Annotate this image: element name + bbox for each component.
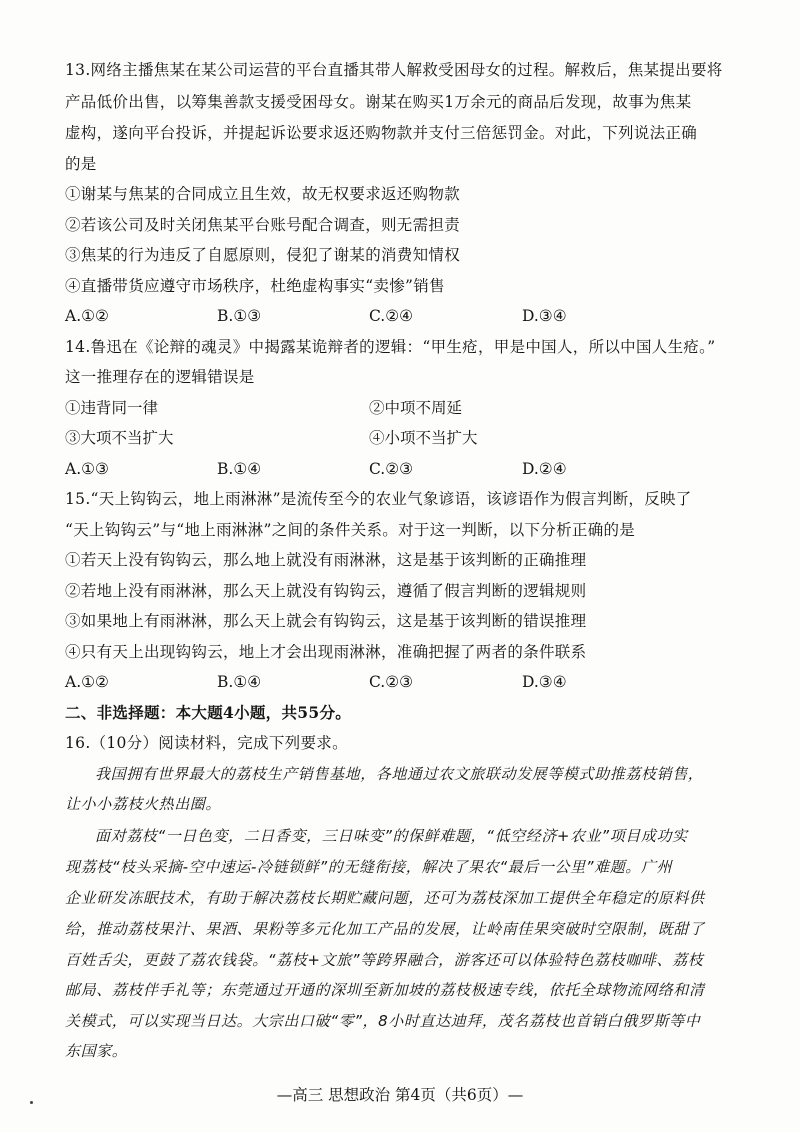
q13-options — [65, 305, 725, 327]
q15-option-d: D.③④ — [522, 673, 567, 691]
q14-statement-1: ①违背同一律 — [65, 399, 159, 417]
q14-statement-4: ④小项不当扩大 — [369, 429, 478, 447]
q13-statement-3: ③焦某的行为违反了自愿原则，侵犯了谢某的消费知情权 — [65, 246, 461, 264]
scan-speck — [30, 1101, 33, 1104]
q15-statement-4: ④只有天上出现钩钩云，地上才会出现雨淋淋，准确把握了两者的条件联系 — [65, 643, 587, 661]
q14-stem-line-1: 14.鲁迅在《论辩的魂灵》中揭露某诡辩者的逻辑：“甲生疮，甲是中国人，所以中国人生疮。” — [65, 338, 716, 356]
q16-stem: 16.（10分）阅读材料，完成下列要求。 — [65, 734, 348, 752]
q13-stem-line-4: 的是 — [65, 155, 97, 173]
q15-option-c: C.②③ — [369, 673, 414, 691]
q14-option-b: B.①④ — [217, 460, 262, 478]
q13-statement-2: ②若该公司及时关闭焦某平台账号配合调查，则无需担责 — [65, 216, 461, 234]
q16-material-line-6: 给，推动荔枝果汁、果酒、果粉等多元化加工产品的发展，让岭南佳果突破时空限制，既甜了 — [65, 920, 705, 938]
q13-statement-1: ①谢某与焦某的合同成立且生效，故无权要求返还购物款 — [65, 185, 461, 203]
q14-option-c: C.②③ — [369, 460, 414, 478]
q14-stem-line-2: 这一推理存在的逻辑错误是 — [65, 368, 255, 386]
q16-material-line-9: 关模式，可以实现当日达。大宗出口破“零”，8小时直达迪拜，茂名荔枝也首销白俄罗斯等中 — [65, 1012, 701, 1030]
q15-option-a: A.①② — [65, 673, 109, 691]
q16-material-line-4: 现荔枝“枝头采摘-空中速运-冷链锁鲜”的无缝衔接，解决了果农“最后一公里”难题。广州 — [65, 858, 673, 876]
q14-option-d: D.②④ — [522, 460, 567, 478]
page-footer: —高三 思想政治 第4页（共6页）— — [276, 1086, 524, 1104]
q16-material-line-5: 企业研发冻眠技术，有助于解决荔枝长期贮藏问题，还可为荔枝深加工提供全年稳定的原料供 — [65, 889, 705, 907]
q13-statement-4: ④直播带货应遵守市场秩序，杜绝虚构事实“卖惨”销售 — [65, 277, 445, 295]
q16-material-line-1: 我国拥有世界最大的荔枝生产销售基地，各地通过农文旅联动发展等模式助推荔枝销售， — [95, 765, 704, 783]
q15-options — [65, 671, 725, 693]
q15-stem-line-1: 15.“天上钩钩云，地上雨淋淋”是流传至今的农业气象谚语，该谚语作为假言判断，反映了 — [65, 490, 692, 508]
q15-statement-3: ③如果地上有雨淋淋，那么天上就会有钩钩云，这是基于该判断的错误推理 — [65, 612, 587, 630]
q13-option-c: C.②④ — [369, 307, 414, 325]
q14-statement-3: ③大项不当扩大 — [65, 429, 174, 447]
q15-option-b: B.①④ — [217, 673, 262, 691]
q14-option-a: A.①③ — [65, 460, 109, 478]
q13-stem-line-1: 13.网络主播焦某在某公司运营的平台直播其带人解救受困母女的过程。解救后，焦某提出要将 — [65, 61, 723, 79]
q14-statement-2: ②中项不周延 — [369, 399, 463, 417]
q14-statements-row-2 — [65, 427, 725, 449]
q15-statement-1: ①若天上没有钩钩云，那么地上就没有雨淋淋，这是基于该判断的正确推理 — [65, 551, 587, 569]
q13-option-b: B.①③ — [217, 307, 262, 325]
q16-material-line-7: 百姓舌尖，更鼓了荔农钱袋。“荔枝+文旅”等跨界融合，游客还可以体验特色荔枝咖啡、荔枝 — [65, 951, 704, 969]
q13-stem-line-3: 虚构，遂向平台投诉，并提起诉讼要求返还购物款并支付三倍惩罚金。对此，下列说法正确 — [65, 124, 698, 142]
section-heading: 二、非选择题：本大题4小题，共55分。 — [65, 703, 352, 722]
q14-options — [65, 458, 725, 480]
q16-material-line-8: 邮局、荔枝伴手礼等；东莞通过开通的深圳至新加坡的荔枝极速专线，依托全球物流网络和清 — [65, 981, 705, 999]
q15-statement-2: ②若地上没有雨淋淋，那么天上就没有钩钩云，遵循了假言判断的逻辑规则 — [65, 582, 587, 600]
q14-statements-row-1 — [65, 397, 725, 419]
q16-material-line-10: 东国家。 — [65, 1042, 128, 1060]
q13-option-a: A.①② — [65, 307, 109, 325]
q15-stem-line-2: “天上钩钩云”与“地上雨淋淋”之间的条件关系。对于这一判断，以下分析正确的是 — [65, 521, 636, 539]
q16-material-line-3: 面对荔枝“一日色变，二日香变，三日味变”的保鲜难题，“低空经济+农业”项目成功实 — [95, 827, 688, 845]
q13-stem-line-2: 产品低价出售，以筹集善款支援受困母女。谢某在购买1万余元的商品后发现，故事为焦某 — [65, 93, 692, 111]
q13-option-d: D.③④ — [522, 307, 567, 325]
q16-material-line-2: 让小小荔枝火热出圈。 — [65, 795, 222, 813]
